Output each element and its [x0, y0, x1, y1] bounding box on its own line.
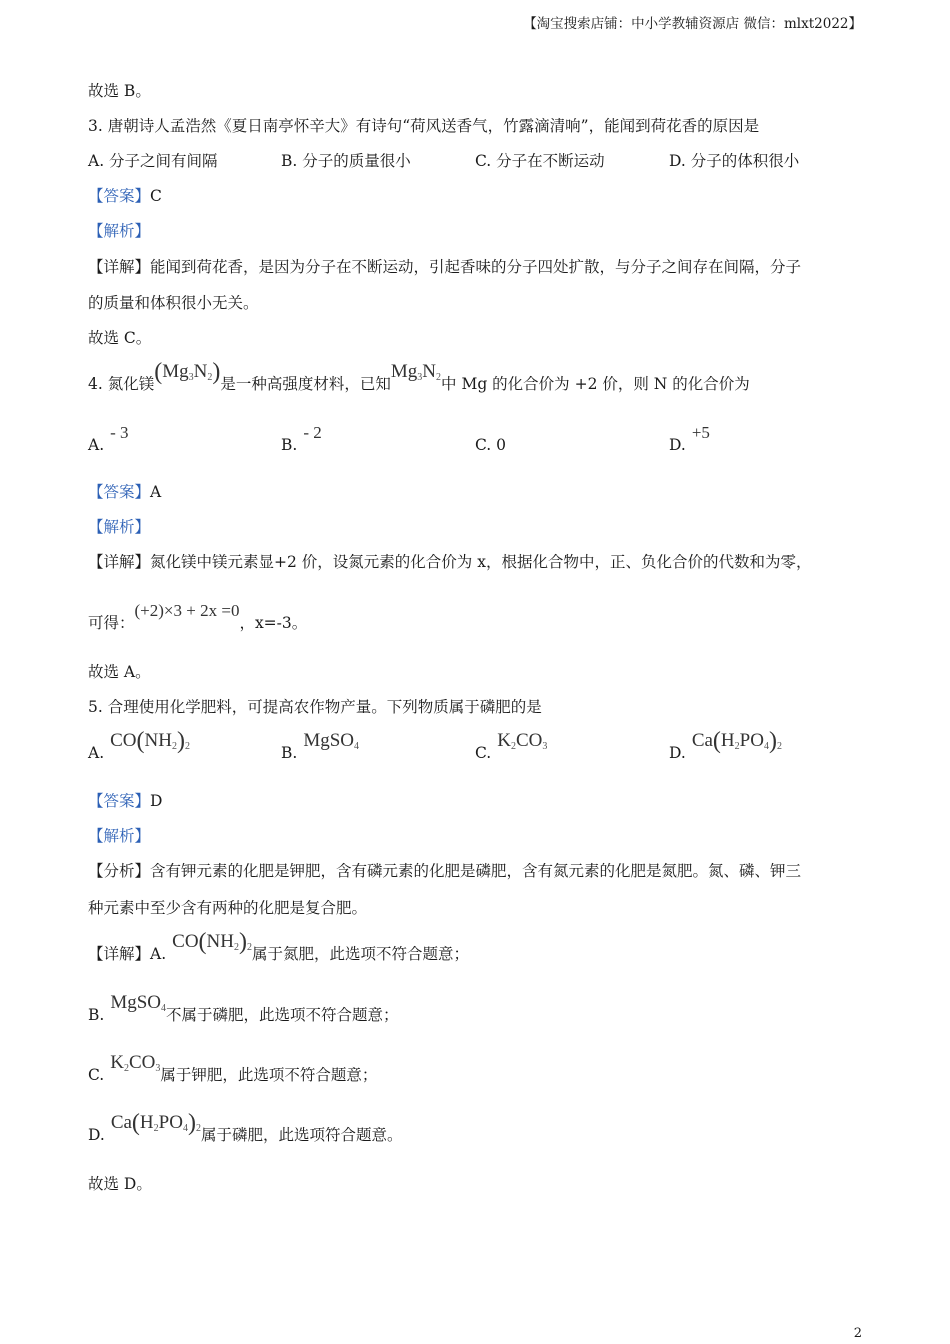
mgso4-formula: MgSO$_4$ — [303, 730, 360, 752]
urea-formula: $CO(NH_2)_2$ — [110, 728, 190, 754]
mgso4-formula-detail: MgSO$_4$ — [110, 992, 167, 1014]
page-header: 【淘宝搜索店铺：中小学教辅资源店 微信：mlxt2022】 — [523, 16, 862, 32]
analysis-tag: 【解析】 — [88, 222, 151, 240]
q5-detail-c: $C.K_2CO_3$属于钾肥，此选项不符合题意； — [88, 1052, 378, 1084]
q5-analysis-line1: 含有钾元素的化肥是钾肥，含有磷元素的化肥是磷肥，含有氮元素的化肥是氮肥。氮、磷、钾三 — [150, 862, 802, 880]
detail-tag: 【详解】 — [88, 553, 151, 571]
q4-answer — [88, 481, 161, 503]
q4-detail — [88, 551, 811, 573]
q5-option-b: B.MgSO$_4$ — [281, 730, 360, 762]
cap-formula: $Ca(H_2PO_4)_2$ — [691, 728, 782, 754]
answer-tag: 【答案】 — [88, 792, 151, 810]
mg3n2-formula: $(Mg_3N_2)$ — [154, 359, 221, 385]
q4-equation: (+2)×3 + 2x =0 — [134, 601, 240, 620]
q4-option-c: C. 0 — [475, 436, 507, 454]
q3-option-d: D. 分子的体积很小 — [669, 152, 800, 170]
analysis-tag: 【解析】 — [88, 827, 151, 845]
answer-tag: 【答案】 — [88, 483, 151, 501]
q2-conclusion: 故选 B。 — [88, 82, 151, 100]
q5-conclusion: 故选 D。 — [88, 1175, 152, 1193]
q5-detail-b: B.MgSO$_4$不属于磷肥，此选项不符合题意； — [88, 992, 399, 1024]
q4-detail-text: 氮化镁中镁元素显+2 价，设氮元素的化合价为 x，根据化合物中，正、负化合价的代数和为零， — [150, 553, 812, 571]
q3-analysis-tag — [88, 220, 150, 242]
q5-analysis-tag — [88, 825, 150, 847]
q4-stem-post: 中 Mg 的化合价为 +2 价，则 N 的化合价为 — [441, 375, 750, 393]
answer-tag: 【答案】 — [88, 187, 151, 205]
q5-detail-b-text: 不属于磷肥，此选项不符合题意； — [166, 1006, 399, 1024]
mg3n2-formula-2: $Mg_3N_2$ — [390, 361, 442, 383]
q5-stem: 5. 合理使用化学肥料，可提高农作物产量。下列物质属于磷肥的是 — [88, 698, 542, 716]
q4-stem-mid: 是一种高强度材料，已知 — [220, 375, 391, 393]
q4-conclusion: 故选 A。 — [88, 663, 151, 681]
q5-option-a: $A.CO(NH_2)_2$ — [88, 728, 190, 762]
q5-answer-value: D — [150, 792, 163, 810]
q3-option-b: B. 分子的质量很小 — [281, 152, 411, 170]
q5-option-d: $D.Ca(H_2PO_4)_2$ — [669, 728, 782, 762]
q5-detail-c-text: 属于钾肥，此选项不符合题意； — [160, 1066, 378, 1084]
q4-option-d: D.+5 — [669, 423, 710, 454]
cap-formula-detail: $Ca(H_2PO_4)_2$ — [110, 1110, 201, 1136]
page-number: 2 — [853, 1326, 862, 1341]
k2co3-formula-detail: $K_2CO_3$ — [110, 1052, 161, 1074]
q3-answer — [88, 185, 162, 207]
q3-detail-line1: 能闻到荷花香，是因为分子在不断运动，引起香味的分子四处扩散，与分子之间存在间隔，分子 — [150, 258, 802, 276]
analysis-tag: 【解析】 — [88, 518, 151, 536]
detail-tag: 【详解】 — [88, 945, 151, 963]
q5-analysis-line2: 种元素中至少含有两种的化肥是复合肥。 — [88, 899, 368, 917]
q5-detail-a-text: 属于氮肥，此选项不符合题意； — [252, 945, 470, 963]
q4-derivation — [88, 601, 308, 634]
q4-analysis-tag — [88, 516, 150, 538]
q3-stem: 3. 唐朝诗人孟浩然《夏日南亭怀辛大》有诗句“荷风送香气，竹露滴清响”，能闻到荷花香的原因是 — [88, 117, 760, 135]
q4-option-a-value: - 3 — [110, 423, 129, 442]
q5-detail-d-text: 属于磷肥，此选项符合题意。 — [200, 1126, 403, 1144]
q3-option-a: A. 分子之间有间隔 — [88, 152, 218, 170]
q3-answer-value: C — [150, 187, 162, 205]
q4-answer-value: A — [150, 483, 162, 501]
urea-formula-detail: $CO(NH_2)_2$ — [172, 929, 252, 955]
detail-tag: 【详解】 — [88, 258, 151, 276]
q5-answer — [88, 790, 162, 812]
q4-option-d-value: +5 — [691, 423, 710, 442]
q5-detail-a: 【详解】$A.CO(NH_2)_2$属于氮肥，此选项不符合题意； — [88, 929, 470, 963]
q4-option-a: A.- 3 — [88, 423, 129, 454]
q4-derive-pre: 可得： — [88, 614, 135, 632]
q4-derive-post: ，x=-3。 — [239, 614, 308, 632]
q5-option-c: $C.K_2CO_3$ — [475, 730, 548, 762]
q4-stem — [88, 359, 750, 401]
q5-detail-d: $D.Ca(H_2PO_4)_2$属于磷肥，此选项符合题意。 — [88, 1110, 403, 1144]
q3-detail-line2: 的质量和体积很小无关。 — [88, 294, 259, 312]
q3-option-c: C. 分子在不断运动 — [475, 152, 605, 170]
fenxi-tag: 【分析】 — [88, 862, 151, 880]
q4-option-b-value: - 2 — [303, 423, 322, 442]
q4-stem-pre: 4. 氮化镁 — [88, 375, 155, 393]
q3-conclusion: 故选 C。 — [88, 329, 152, 347]
k2co3-formula: $K_2CO_3$ — [497, 730, 548, 752]
q4-option-b: B.- 2 — [281, 423, 322, 454]
q3-detail — [88, 256, 801, 278]
q5-fenxi — [88, 860, 801, 882]
